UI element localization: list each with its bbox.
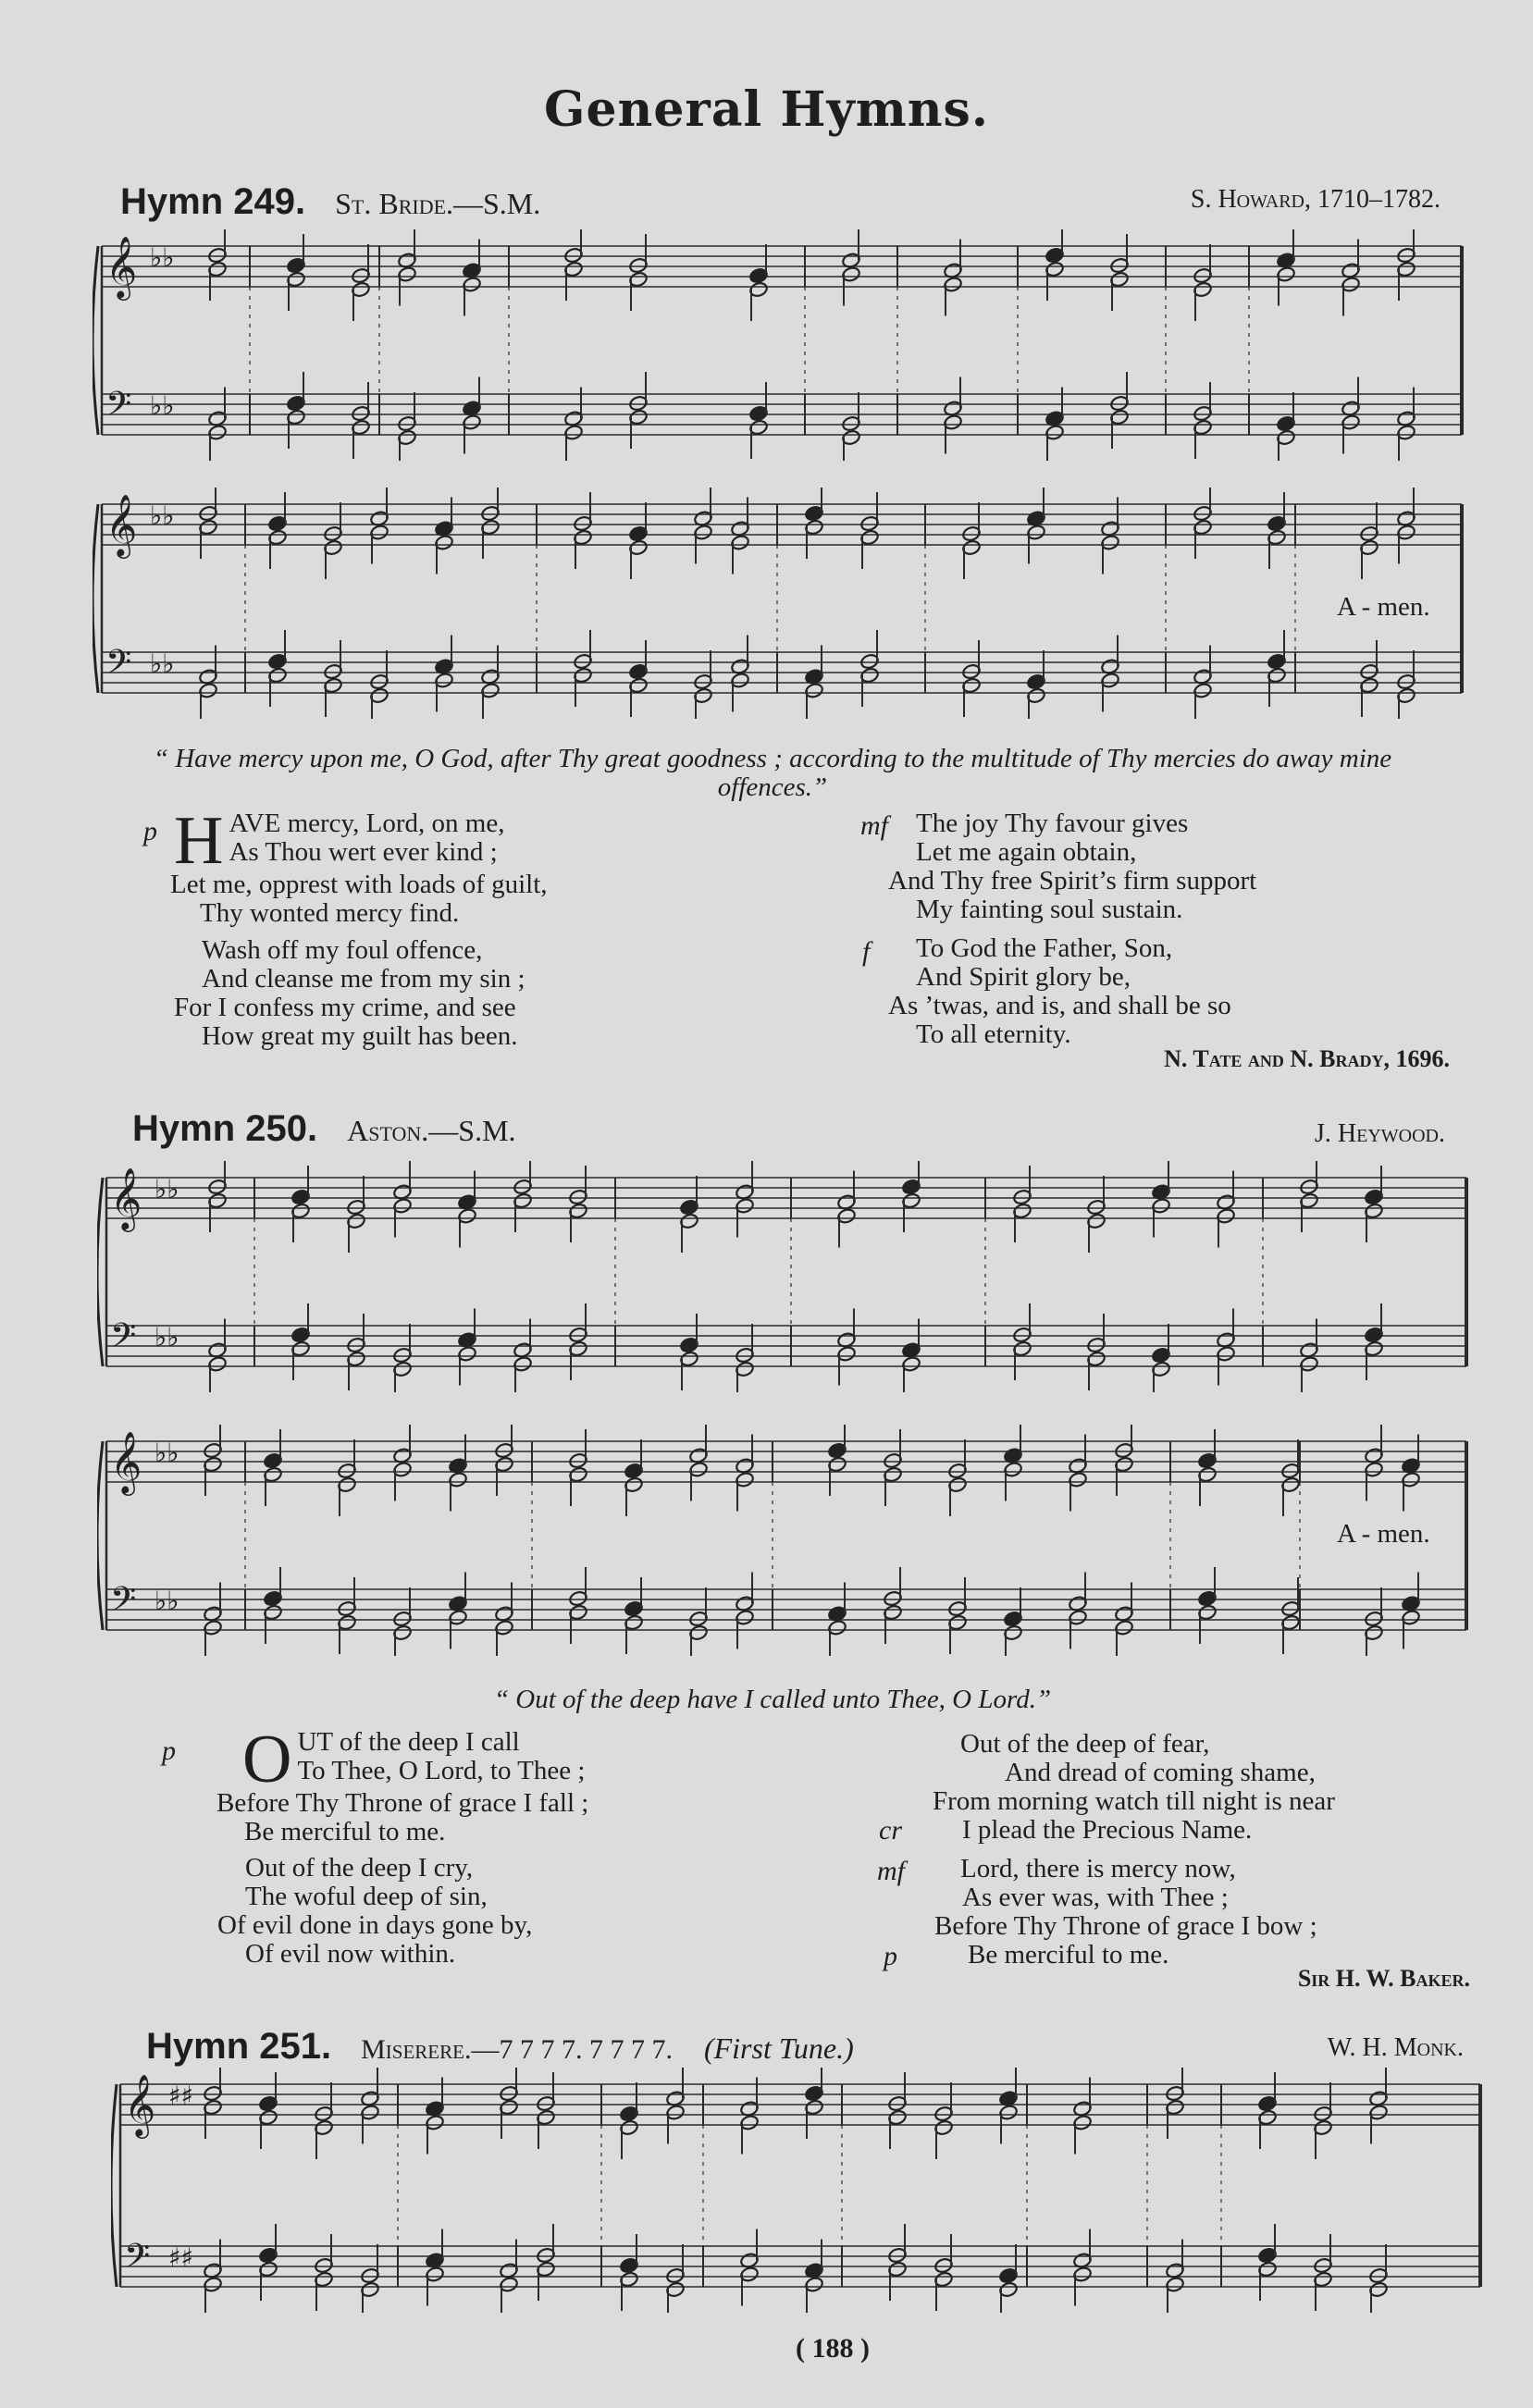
page-heading: General Hymns. bbox=[544, 81, 989, 138]
verse-line: Wash off my foul offence, bbox=[202, 935, 483, 965]
bass-clef-icon: 𝄢 bbox=[105, 643, 132, 690]
verse-line: To Thee, O Lord, to Thee ; bbox=[297, 1756, 586, 1785]
author-credit: Sir H. W. Baker. bbox=[1297, 1965, 1470, 1992]
bass-clef-icon: 𝄢 bbox=[110, 1316, 137, 1364]
music-system-251a bbox=[111, 2068, 1499, 2313]
composer: W. H. Monk. bbox=[1327, 2033, 1464, 2062]
verse-line: To God the Father, Son, bbox=[916, 933, 1173, 963]
verse-line: Be merciful to me. bbox=[244, 1817, 446, 1846]
music-system-249b bbox=[93, 488, 1480, 719]
verse-line: And Spirit glory be, bbox=[916, 962, 1131, 992]
composer: S. Howard, 1710–1782. bbox=[1190, 185, 1440, 214]
hymn-250-header bbox=[132, 1108, 516, 1150]
bass-clef-icon: 𝄢 bbox=[124, 2237, 151, 2284]
drop-cap: H bbox=[174, 803, 224, 879]
verse-line: Let me, opprest with loads of guilt, bbox=[170, 870, 548, 899]
system-brace bbox=[93, 246, 98, 435]
dynamic-marking: f bbox=[862, 936, 871, 967]
verse-line: Out of the deep of fear, bbox=[960, 1729, 1210, 1759]
dynamic-marking: p bbox=[143, 816, 157, 846]
verse-3 bbox=[933, 1729, 1515, 1845]
verse-line: Of evil done in days gone by, bbox=[217, 1910, 533, 1940]
dynamic-marking: mf bbox=[877, 1856, 905, 1886]
verse-line: Be merciful to me. bbox=[968, 1940, 1169, 1970]
system-brace bbox=[111, 2084, 117, 2287]
verse-line: Before Thy Throne of grace I bow ; bbox=[934, 1911, 1317, 1941]
page-number: ( 188 ) bbox=[796, 2333, 870, 2364]
treble-clef-icon: 𝄞 bbox=[124, 2073, 156, 2136]
tune-name: Aston.—S.M. bbox=[347, 1114, 516, 1147]
flat-key-signature-icon: ♭♭ bbox=[150, 390, 175, 421]
hymn-number: Hymn 250. bbox=[132, 1108, 318, 1149]
system-brace bbox=[93, 504, 98, 693]
hymn-number: Hymn 251. bbox=[146, 2026, 332, 2067]
tune-note: (First Tune.) bbox=[703, 2031, 854, 2065]
dynamic-marking: p bbox=[162, 1735, 176, 1766]
scripture-quote: “ Have mercy upon me, O God, after Thy great goodness ; according to the multitude of Thy mercies do away mine offences.” bbox=[153, 744, 1392, 802]
dynamic-marking: cr bbox=[879, 1815, 902, 1846]
flat-key-signature-icon: ♭♭ bbox=[150, 648, 175, 679]
verse-line: I plead the Precious Name. bbox=[962, 1815, 1253, 1845]
treble-clef-icon: 𝄞 bbox=[105, 493, 138, 556]
verse-line: And Thy free Spirit’s firm support bbox=[888, 866, 1257, 895]
flat-key-signature-icon: ♭♭ bbox=[155, 1174, 179, 1204]
verse-2 bbox=[217, 1853, 800, 1969]
tune-name: St. Bride.—S.M. bbox=[335, 187, 541, 220]
verse-line: Out of the deep I cry, bbox=[245, 1853, 474, 1883]
bass-clef-icon: 𝄢 bbox=[105, 385, 132, 432]
verse-line: As ever was, with Thee ; bbox=[962, 1883, 1229, 1912]
verse-line: Let me again obtain, bbox=[916, 837, 1137, 867]
scripture-quote: “ Out of the deep have I called unto Thee, O Lord.” bbox=[493, 1685, 1052, 1714]
system-brace bbox=[97, 1178, 103, 1366]
verse-4 bbox=[934, 1854, 1515, 1970]
bass-clef-icon: 𝄢 bbox=[110, 1580, 137, 1627]
verse-line: And dread of coming shame, bbox=[1005, 1758, 1316, 1787]
sharp-key-signature-icon: ♯♯ bbox=[168, 2081, 194, 2111]
hymn-number: Hymn 249. bbox=[120, 181, 306, 222]
flat-key-signature-icon: ♭♭ bbox=[150, 500, 175, 531]
composer: J. Heywood. bbox=[1315, 1119, 1445, 1148]
verse-line: How great my guilt has been. bbox=[202, 1021, 518, 1051]
verse-line: And cleanse me from my sin ; bbox=[202, 964, 525, 994]
verse-3 bbox=[888, 809, 1434, 924]
verse-line: Of evil now within. bbox=[245, 1939, 456, 1969]
flat-key-signature-icon: ♭♭ bbox=[155, 1438, 179, 1468]
tune-name: Miserere.—7 7 7 7. 7 7 7 7. bbox=[361, 2034, 673, 2065]
verse-line: My fainting soul sustain. bbox=[916, 895, 1183, 924]
system-brace bbox=[97, 1441, 103, 1630]
amen-label: A - men. bbox=[1337, 592, 1430, 622]
music-system-249a bbox=[93, 229, 1480, 461]
verse-line: The woful deep of sin, bbox=[245, 1882, 488, 1911]
verse-line: As ’twas, and is, and shall be so bbox=[888, 991, 1231, 1020]
flat-key-signature-icon: ♭♭ bbox=[150, 242, 175, 273]
amen-label: A - men. bbox=[1337, 1519, 1430, 1549]
treble-clef-icon: 𝄞 bbox=[110, 1167, 142, 1229]
flat-key-signature-icon: ♭♭ bbox=[155, 1322, 179, 1352]
verse-4 bbox=[888, 933, 1434, 1049]
verse-2 bbox=[174, 935, 720, 1051]
hymn-249-header bbox=[120, 181, 540, 223]
verse-line: As Thou wert ever kind ; bbox=[229, 837, 498, 867]
verse-line: AVE mercy, Lord, on me, bbox=[229, 809, 505, 838]
dynamic-marking: mf bbox=[860, 810, 888, 841]
drop-cap: O bbox=[242, 1722, 292, 1797]
treble-clef-icon: 𝄞 bbox=[105, 235, 138, 298]
treble-clef-icon: 𝄞 bbox=[110, 1430, 142, 1493]
hymn-251-header bbox=[146, 2026, 854, 2068]
verse-line: Before Thy Throne of grace I fall ; bbox=[216, 1788, 589, 1818]
verse-1 bbox=[170, 803, 692, 928]
dynamic-marking: p bbox=[884, 1941, 897, 1971]
music-system-250b bbox=[97, 1425, 1485, 1656]
verse-line: UT of the deep I call bbox=[297, 1727, 520, 1757]
verse-line: To all eternity. bbox=[916, 1019, 1071, 1049]
flat-key-signature-icon: ♭♭ bbox=[155, 1586, 179, 1616]
verse-line: The joy Thy favour gives bbox=[916, 809, 1189, 838]
verse-1 bbox=[216, 1722, 797, 1846]
music-system-250a bbox=[97, 1161, 1485, 1392]
verse-line: Lord, there is mercy now, bbox=[960, 1854, 1236, 1883]
verse-line: Thy wonted mercy find. bbox=[200, 898, 460, 928]
sharp-key-signature-icon: ♯♯ bbox=[168, 2242, 194, 2273]
author-credit: N. Tate and N. Brady, 1696. bbox=[1164, 1045, 1450, 1072]
verse-line: From morning watch till night is near bbox=[933, 1786, 1335, 1816]
verse-line: For I confess my crime, and see bbox=[174, 993, 516, 1022]
